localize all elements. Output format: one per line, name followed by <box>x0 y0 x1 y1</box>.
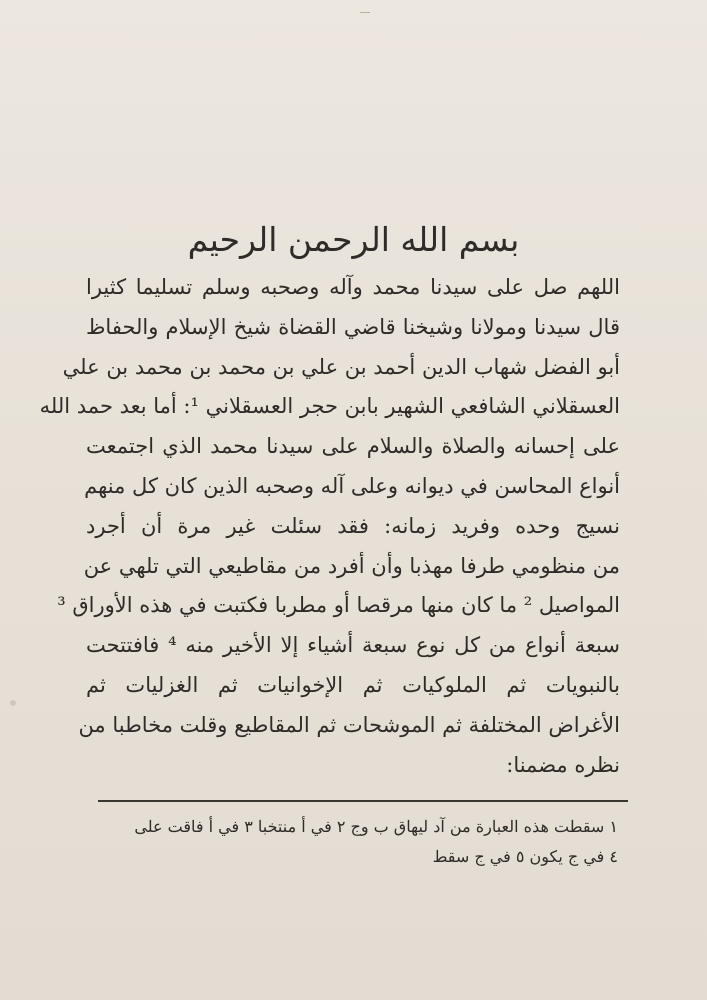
page-speck <box>10 700 16 706</box>
basmala-heading: بسم الله الرحمن الرحيم <box>187 220 520 259</box>
text-line: اللهم صل على سيدنا محمد وآله وصحبه وسلم تسليما كثيرا <box>86 275 620 299</box>
text-line: المواصيل ² ما كان منها مرقصا أو مطربا فكتبت في هذه الأوراق ³ <box>57 593 620 618</box>
footnote-line: ٤ في ج يكون ٥ في ج سقط <box>432 847 618 866</box>
main-text <box>39 268 620 785</box>
text-line: نظره مضمنا: <box>506 752 620 777</box>
footnotes <box>112 812 618 872</box>
footnote-divider <box>98 800 628 802</box>
text-line: الأغراض المختلفة ثم الموشحات ثم المقاطيع وقلت مخاطبا من <box>78 712 620 737</box>
text-line: أنواع المحاسن في ديوانه وعلى آله وصحبه الذين كان كل منهم <box>84 473 620 498</box>
text-line: بالنبويات ثم الملوكيات ثم الإخوانيات ثم الغزليات ثم <box>86 672 620 697</box>
text-line: على إحسانه والصلاة والسلام على سيدنا محمد الذي اجتمعت <box>86 434 620 459</box>
page-top-mark <box>360 12 370 19</box>
text-line: أبو الفضل شهاب الدين أحمد بن علي بن محمد بن محمد بن علي <box>62 354 620 379</box>
text-line: من منظومي طرفا مهذبا وأن أفرد من مقاطيعي التي تلهي عن <box>83 553 620 578</box>
text-line: العسقلاني الشافعي الشهير بابن حجر العسقلاني ¹: أما بعد حمد الله <box>39 394 620 419</box>
text-line: سبعة أنواع من كل نوع سبعة أشياء إلا الأخير منه ⁴ فافتتحت <box>86 633 620 658</box>
text-line: قال سيدنا ومولانا وشيخنا قاضي القضاة شيخ الإسلام والحفاظ <box>86 314 620 339</box>
text-line: نسيج وحده وفريد زمانه: فقد سئلت غير مرة أن أجرد <box>86 513 620 538</box>
footnote-line: ١ سقطت هذه العبارة من آد ليهاق ب وج ٢ في أ منتخبا ٣ في أ فاقت على <box>134 817 618 836</box>
